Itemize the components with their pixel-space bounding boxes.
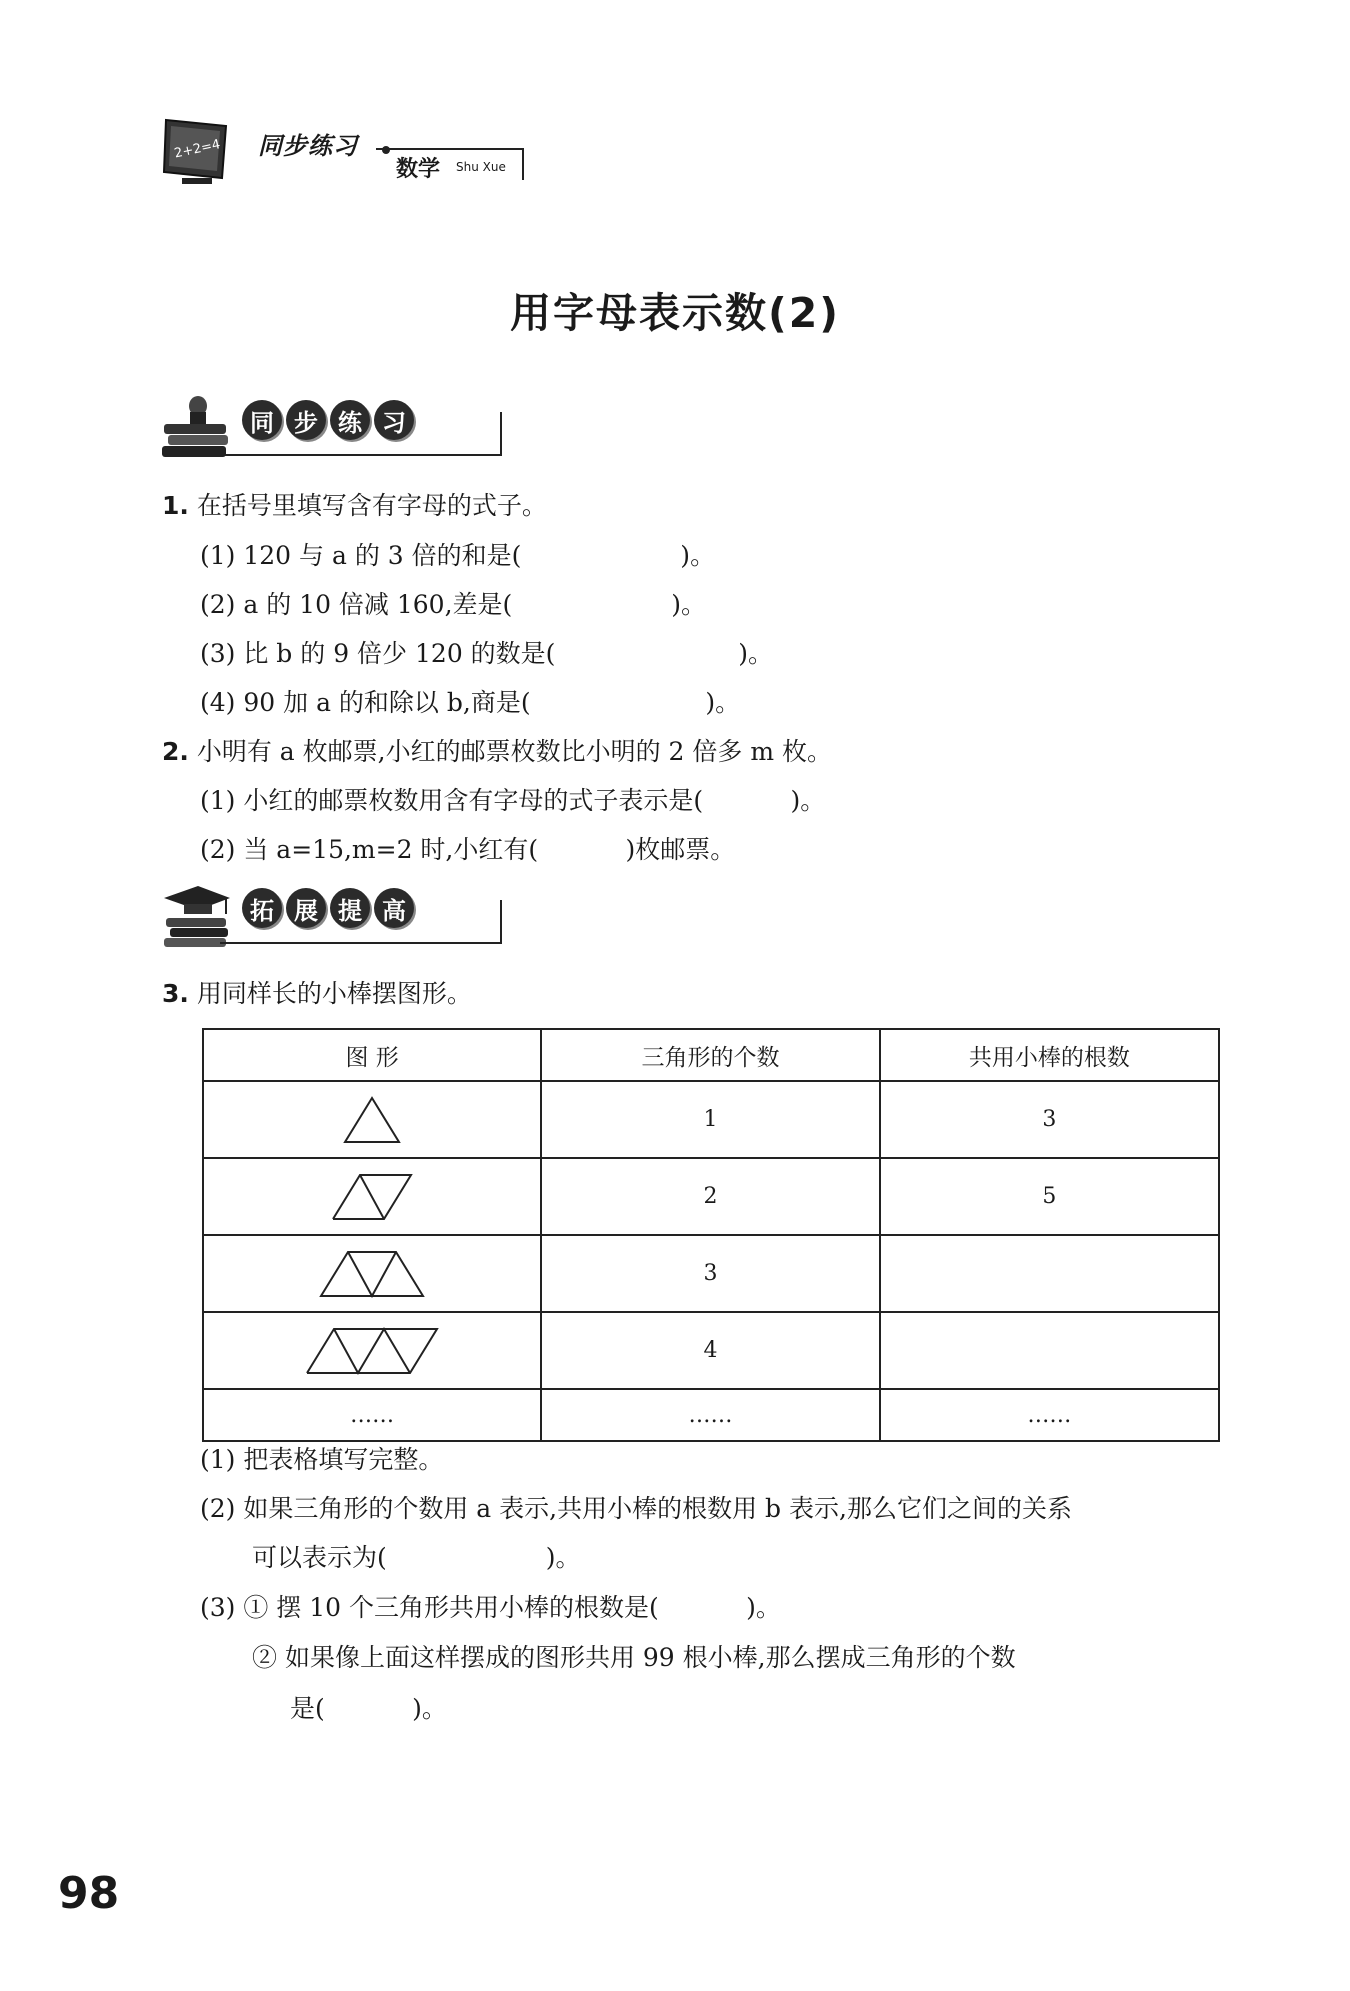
question-3-sub-3-part-2-cont: 是( )。	[290, 1694, 447, 1723]
one-triangle-figure	[342, 1095, 402, 1145]
question-3-sub-3: (3) ① 摆 10 个三角形共用小棒的根数是( )。	[200, 1593, 781, 1622]
header-tag: 同步练习	[258, 132, 358, 160]
triangle-table	[202, 1028, 1220, 1442]
table-header-row	[203, 1029, 1219, 1081]
banner-char: 提	[330, 888, 370, 928]
question-text: 在括号里填写含有字母的式子。	[196, 491, 547, 520]
question-text: 小明有 a 枚邮票,小红的邮票枚数比小明的 2 倍多 m 枚。	[196, 737, 833, 766]
question-1-item: (1) 120 与 a 的 3 倍的和是( )。	[200, 541, 716, 570]
banner-char: 练	[330, 400, 370, 440]
shape-cell	[203, 1158, 541, 1235]
table-header: 三角形的个数	[541, 1029, 879, 1081]
question-2-item: (1) 小红的邮票枚数用含有字母的式子表示是( )。	[200, 786, 826, 815]
question-2-item: (2) 当 a=15,m=2 时,小红有( )枚邮票。	[200, 835, 736, 864]
question-3-sub-3-part-2: ② 如果像上面这样摆成的图形共用 99 根小棒,那么摆成三角形的个数	[252, 1643, 1016, 1672]
shape-cell	[203, 1081, 541, 1158]
stick-count-cell	[880, 1312, 1219, 1389]
three-triangles-figure	[318, 1249, 426, 1299]
stick-count-cell: 5	[880, 1158, 1219, 1235]
stick-count-cell: 3	[880, 1081, 1219, 1158]
section-banner-extension	[160, 880, 560, 946]
ellipsis-cell: ……	[203, 1389, 541, 1441]
page-title: 用字母表示数(2)	[509, 289, 840, 337]
question-text: 用同样长的小棒摆图形。	[196, 979, 472, 1008]
section-banner-practice	[160, 392, 560, 458]
stick-count-cell	[880, 1235, 1219, 1312]
banner-char: 高	[374, 888, 414, 928]
banner-char: 同	[242, 400, 282, 440]
question-1-item: (4) 90 加 a 的和除以 b,商是( )。	[200, 688, 741, 717]
question-number: 3.	[162, 979, 189, 1008]
table-row	[203, 1389, 1219, 1441]
table-row	[203, 1158, 1219, 1235]
triangle-count-cell: 4	[541, 1312, 879, 1389]
table-row	[203, 1235, 1219, 1312]
question-1-item: (2) a 的 10 倍减 160,差是( )。	[200, 590, 706, 619]
question-2-stem	[162, 736, 832, 768]
chalkboard-icon	[162, 116, 232, 188]
table-row	[203, 1312, 1219, 1389]
shape-cell	[203, 1312, 541, 1389]
banner-char: 拓	[242, 888, 282, 928]
question-number: 2.	[162, 737, 189, 766]
shape-cell	[203, 1235, 541, 1312]
banner-char: 习	[374, 400, 414, 440]
question-1-item: (3) 比 b 的 9 倍少 120 的数是( )。	[200, 639, 773, 668]
header-pinyin: Shu Xue	[456, 160, 506, 174]
banner-char: 展	[286, 888, 326, 928]
question-3-sub-1: (1) 把表格填写完整。	[200, 1445, 444, 1474]
table-row	[203, 1081, 1219, 1158]
question-number: 1.	[162, 491, 189, 520]
triangle-count-cell: 3	[541, 1235, 879, 1312]
ellipsis-cell: ……	[880, 1389, 1219, 1441]
question-3-stem	[162, 978, 472, 1010]
chalkboard-text: 2+2=4	[172, 137, 222, 162]
header-subject: 数学	[396, 157, 441, 182]
triangle-count-cell: 1	[541, 1081, 879, 1158]
four-triangles-figure	[304, 1326, 440, 1376]
question-3-sub-2: (2) 如果三角形的个数用 a 表示,共用小棒的根数用 b 表示,那么它们之间的关系	[200, 1494, 1072, 1523]
banner-char: 步	[286, 400, 326, 440]
question-3-sub-2-cont: 可以表示为( )。	[252, 1543, 581, 1572]
page-number: 98	[58, 1868, 120, 1919]
table-header: 图 形	[203, 1029, 541, 1081]
triangle-count-cell: 2	[541, 1158, 879, 1235]
ellipsis-cell: ……	[541, 1389, 879, 1441]
two-triangles-figure	[330, 1172, 414, 1222]
question-1-stem	[162, 490, 547, 522]
table-header: 共用小棒的根数	[880, 1029, 1219, 1081]
